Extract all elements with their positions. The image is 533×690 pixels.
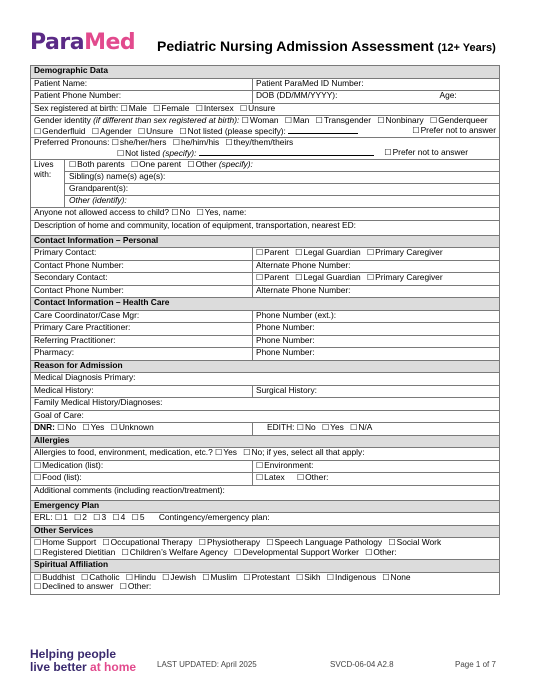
- coordinator-phone-field[interactable]: Phone Number (ext.):: [253, 310, 500, 323]
- primary-alt-phone-field[interactable]: Alternate Phone Number:: [253, 260, 500, 273]
- form-code-text: SVCD-06-04 A2.8: [330, 660, 394, 669]
- section-admission: Reason for Admission: [31, 360, 500, 373]
- lives-siblings-field[interactable]: Sibling(s) name(s) age(s):: [65, 172, 500, 184]
- service-social-work-checkbox[interactable]: ☐ Social Work: [388, 538, 441, 548]
- contingency-plan-field[interactable]: Contingency/emergency plan:: [158, 512, 270, 522]
- other-allergy-checkbox[interactable]: ☐ Other:: [297, 473, 328, 483]
- lives-one-parent-checkbox[interactable]: ☐ One parent: [131, 160, 181, 169]
- lives-other-field[interactable]: Other (identify):: [69, 195, 127, 205]
- latex-other-row: [253, 473, 500, 486]
- allergies-no-checkbox[interactable]: ☐ No; if yes, select all that apply:: [243, 448, 364, 458]
- form-title: Pediatric Nursing Admission Assessment (12+ Years): [157, 38, 496, 54]
- allergies-question-row: Allergies to food, environment, medication, etc.? ☐ Yes ☐ No; if yes, select all that apply:: [31, 448, 500, 461]
- primary-parent-checkbox[interactable]: ☐ Parent: [256, 248, 289, 258]
- paramed-logo: ParaMed: [30, 30, 136, 55]
- gender-genderqueer-checkbox[interactable]: ☐ Genderqueer: [430, 116, 488, 126]
- spiritual-buddhist-checkbox[interactable]: ☐ Buddhist: [34, 572, 75, 582]
- pronoun-he-checkbox[interactable]: ☐ he/him/his: [173, 138, 219, 148]
- goal-of-care-field[interactable]: Goal of Care:: [31, 410, 500, 423]
- food-allergy-checkbox[interactable]: ☐ Food (list):: [34, 473, 82, 483]
- spiritual-row: [31, 572, 500, 594]
- environment-allergy-field[interactable]: [253, 460, 500, 473]
- section-allergies: Allergies: [31, 435, 500, 448]
- medication-allergy-checkbox[interactable]: ☐ Medication (list):: [34, 460, 103, 470]
- spiritual-none-checkbox[interactable]: ☐ None: [382, 572, 410, 582]
- primary-practitioner-phone-field[interactable]: Phone Number:: [253, 323, 500, 336]
- secondary-alt-phone-field[interactable]: Alternate Phone Number:: [253, 285, 500, 298]
- access-no-checkbox[interactable]: ☐ No: [171, 208, 190, 218]
- lives-grandparents-field[interactable]: Grandparent(s):: [65, 184, 500, 196]
- erl-1-checkbox[interactable]: ☐ 1: [55, 513, 68, 523]
- last-updated-text: LAST UPDATED: April 2025: [157, 660, 257, 669]
- primary-caregiver-checkbox[interactable]: ☐ Primary Caregiver: [367, 248, 443, 258]
- other-services-row: [31, 538, 500, 560]
- lives-with-label: Lives with:: [31, 160, 65, 207]
- dnr-no-checkbox[interactable]: ☐ No: [57, 423, 76, 433]
- environment-allergy-checkbox[interactable]: ☐ Environment:: [256, 460, 314, 470]
- diagnosis-field[interactable]: Medical Diagnosis Primary:: [31, 373, 500, 386]
- latex-allergy-checkbox[interactable]: ☐ Latex: [256, 473, 285, 483]
- gender-unsure-checkbox[interactable]: ☐ Unsure: [138, 126, 173, 136]
- gender-woman-checkbox[interactable]: ☐ Woman: [242, 116, 279, 126]
- service-ot-checkbox[interactable]: ☐ Occupational Therapy: [103, 538, 193, 548]
- edith-yes-checkbox[interactable]: ☐ Yes: [322, 423, 344, 433]
- spiritual-other-checkbox[interactable]: ☐ Other:: [120, 581, 151, 591]
- allergies-yes-checkbox[interactable]: ☐ Yes: [215, 448, 237, 458]
- gender-genderfluid-checkbox[interactable]: ☐ Genderfluid: [34, 126, 85, 136]
- coordinator-field[interactable]: Care Coordinator/Case Mgr:: [31, 310, 253, 323]
- secondary-contact-phone-field[interactable]: Contact Phone Number:: [31, 285, 253, 298]
- gender-not-listed-checkbox[interactable]: ☐ Not listed (please specify):: [179, 126, 285, 136]
- referring-phone-field[interactable]: Phone Number:: [253, 335, 500, 348]
- service-physio-checkbox[interactable]: ☐ Physiotherapy: [199, 538, 260, 548]
- referring-practitioner-field[interactable]: Referring Practitioner:: [31, 335, 253, 348]
- section-contact-personal: Contact Information – Personal: [31, 235, 500, 248]
- secondary-caregiver-checkbox[interactable]: ☐ Primary Caregiver: [367, 273, 443, 283]
- pronoun-she-checkbox[interactable]: ☐ she/her/hers: [112, 138, 167, 148]
- erl-row: ERL: ☐ 1 ☐ 2 ☐ 3 ☐ 4 ☐ 5 Contingency/emergency plan:: [31, 513, 500, 526]
- surgical-history-field[interactable]: Surgical History:: [253, 385, 500, 398]
- spiritual-sikh-checkbox[interactable]: ☐ Sikh: [296, 572, 320, 582]
- spiritual-catholic-checkbox[interactable]: ☐ Catholic: [81, 572, 119, 582]
- gender-nonbinary-checkbox[interactable]: ☐ Nonbinary: [377, 116, 423, 126]
- lives-with-row: Lives with: ☐ Both parents ☐ One parent ☐ Other (specify): Sibling(s) name(s) age(s): Grandparent(s): Other (identify):: [31, 160, 500, 208]
- section-spiritual: Spiritual Affiliation: [31, 560, 500, 573]
- spiritual-muslim-checkbox[interactable]: ☐ Muslim: [202, 572, 237, 582]
- section-contact-health: Contact Information – Health Care: [31, 298, 500, 311]
- service-welfare-checkbox[interactable]: ☐ Children’s Welfare Agency: [122, 547, 228, 557]
- sex-male-checkbox[interactable]: ☐ Male: [121, 103, 147, 113]
- service-dsw-checkbox[interactable]: ☐ Developmental Support Worker: [234, 547, 359, 557]
- pronouns-row: Preferred Pronouns: ☐ she/her/hers ☐ he/him/his ☐ they/them/theirs ☐ Not listed (specify): ☐ Prefer not to answer: [31, 138, 500, 160]
- patient-phone-field[interactable]: Patient Phone Number:: [31, 91, 253, 104]
- edith-row: EDITH: ☐ No ☐ Yes ☐ N/A: [253, 423, 500, 436]
- access-yes-checkbox[interactable]: ☐ Yes, name:: [197, 208, 247, 218]
- primary-contact-phone-field[interactable]: Contact Phone Number:: [31, 260, 253, 273]
- access-row: Anyone not allowed access to child? ☐ No ☐ Yes, name:: [31, 208, 500, 221]
- dnr-yes-checkbox[interactable]: ☐ Yes: [82, 423, 104, 433]
- gender-pnta-checkbox[interactable]: ☐ Prefer not to answer: [412, 126, 496, 136]
- gender-man-checkbox[interactable]: ☐ Man: [285, 116, 309, 126]
- pronoun-specify-line[interactable]: [199, 148, 374, 156]
- patient-name-field[interactable]: Patient Name:: [31, 78, 253, 91]
- spiritual-declined-checkbox[interactable]: ☐ Declined to answer: [34, 581, 113, 591]
- primary-contact-field[interactable]: Primary Contact:: [31, 248, 253, 261]
- pronoun-they-checkbox[interactable]: ☐ they/them/theirs: [225, 138, 293, 148]
- secondary-relation-row: [253, 273, 500, 286]
- secondary-guardian-checkbox[interactable]: ☐ Legal Guardian: [295, 273, 360, 283]
- family-history-field[interactable]: Family Medical History/Diagnoses:: [31, 398, 500, 411]
- spiritual-indigenous-checkbox[interactable]: ☐ Indigenous: [327, 572, 376, 582]
- sex-intersex-checkbox[interactable]: ☐ Intersex: [196, 103, 234, 113]
- dob-field[interactable]: DOB (DD/MM/YYYY): Age:: [253, 91, 500, 104]
- section-other-services: Other Services: [31, 525, 500, 538]
- pharmacy-phone-field[interactable]: Phone Number:: [253, 348, 500, 361]
- pronoun-not-listed-checkbox[interactable]: ☐ Not listed: [117, 148, 160, 158]
- edith-na-checkbox[interactable]: ☐ N/A: [350, 423, 372, 433]
- service-other-checkbox[interactable]: ☐ Other:: [365, 547, 396, 557]
- sex-female-checkbox[interactable]: ☐ Female: [153, 103, 189, 113]
- erl-2-checkbox[interactable]: ☐ 2: [74, 513, 87, 523]
- service-home-support-checkbox[interactable]: ☐ Home Support: [34, 538, 96, 548]
- dnr-row: DNR: ☐ No ☐ Yes ☐ Unknown: [31, 423, 253, 436]
- sex-unsure-checkbox[interactable]: ☐ Unsure: [240, 103, 275, 113]
- section-demographic: Demographic Data: [31, 66, 500, 79]
- service-slp-checkbox[interactable]: ☐ Speech Language Pathology: [266, 538, 382, 548]
- primary-guardian-checkbox[interactable]: ☐ Legal Guardian: [295, 248, 360, 258]
- pharmacy-field[interactable]: Pharmacy:: [31, 348, 253, 361]
- primary-practitioner-field[interactable]: Primary Care Practitioner:: [31, 323, 253, 336]
- medication-allergy-field[interactable]: [31, 460, 253, 473]
- spiritual-hindu-checkbox[interactable]: ☐ Hindu: [126, 572, 156, 582]
- allergy-comments-field[interactable]: Additional comments (including reaction/treatment):: [31, 485, 500, 500]
- medical-history-field[interactable]: Medical History:: [31, 385, 253, 398]
- home-description-field[interactable]: Description of home and community, location of equipment, transportation, nearest ED:: [31, 220, 500, 235]
- service-dietitian-checkbox[interactable]: ☐ Registered Dietitian: [34, 547, 115, 557]
- page-number-text: Page 1 of 7: [455, 660, 496, 669]
- spiritual-jewish-checkbox[interactable]: ☐ Jewish: [162, 572, 196, 582]
- primary-relation-row: [253, 248, 500, 261]
- footer-slogan: Helping people live better at home: [30, 647, 137, 674]
- erl-3-checkbox[interactable]: ☐ 3: [93, 513, 106, 523]
- gender-transgender-checkbox[interactable]: ☐ Transgender: [316, 116, 371, 126]
- erl-5-checkbox[interactable]: ☐ 5: [132, 513, 145, 523]
- lives-other-checkbox[interactable]: ☐ Other: [187, 160, 216, 169]
- sex-row: Sex registered at birth: ☐ Male ☐ Female ☐ Intersex ☐ Unsure: [31, 103, 500, 116]
- dnr-unknown-checkbox[interactable]: ☐ Unknown: [111, 423, 154, 433]
- secondary-parent-checkbox[interactable]: ☐ Parent: [256, 273, 289, 283]
- erl-4-checkbox[interactable]: ☐ 4: [112, 513, 125, 523]
- lives-both-parents-checkbox[interactable]: ☐ Both parents: [69, 160, 125, 169]
- spiritual-protestant-checkbox[interactable]: ☐ Protestant: [243, 572, 289, 582]
- edith-no-checkbox[interactable]: ☐ No: [297, 423, 316, 433]
- gender-agender-checkbox[interactable]: ☐ Agender: [92, 126, 132, 136]
- section-emergency: Emergency Plan: [31, 500, 500, 513]
- gender-row: Gender identity (if different than sex registered at birth): ☐ Woman ☐ Man ☐ Transgender ☐ Nonbinary ☐ Genderqueer ☐ Genderfluid ☐ Agender ☐ Unsure ☐ Not listed (please specify): ☐ Prefer not to answer: [31, 116, 500, 138]
- age-label: Age:: [439, 90, 457, 100]
- pronoun-pnta-checkbox[interactable]: ☐ Prefer not to answer: [384, 148, 468, 158]
- gender-specify-line[interactable]: [288, 126, 358, 134]
- secondary-contact-field[interactable]: Secondary Contact:: [31, 273, 253, 286]
- admission-form: [30, 65, 500, 595]
- patient-id-field[interactable]: Patient ParaMed ID Number:: [253, 78, 500, 91]
- food-allergy-field[interactable]: [31, 473, 253, 486]
